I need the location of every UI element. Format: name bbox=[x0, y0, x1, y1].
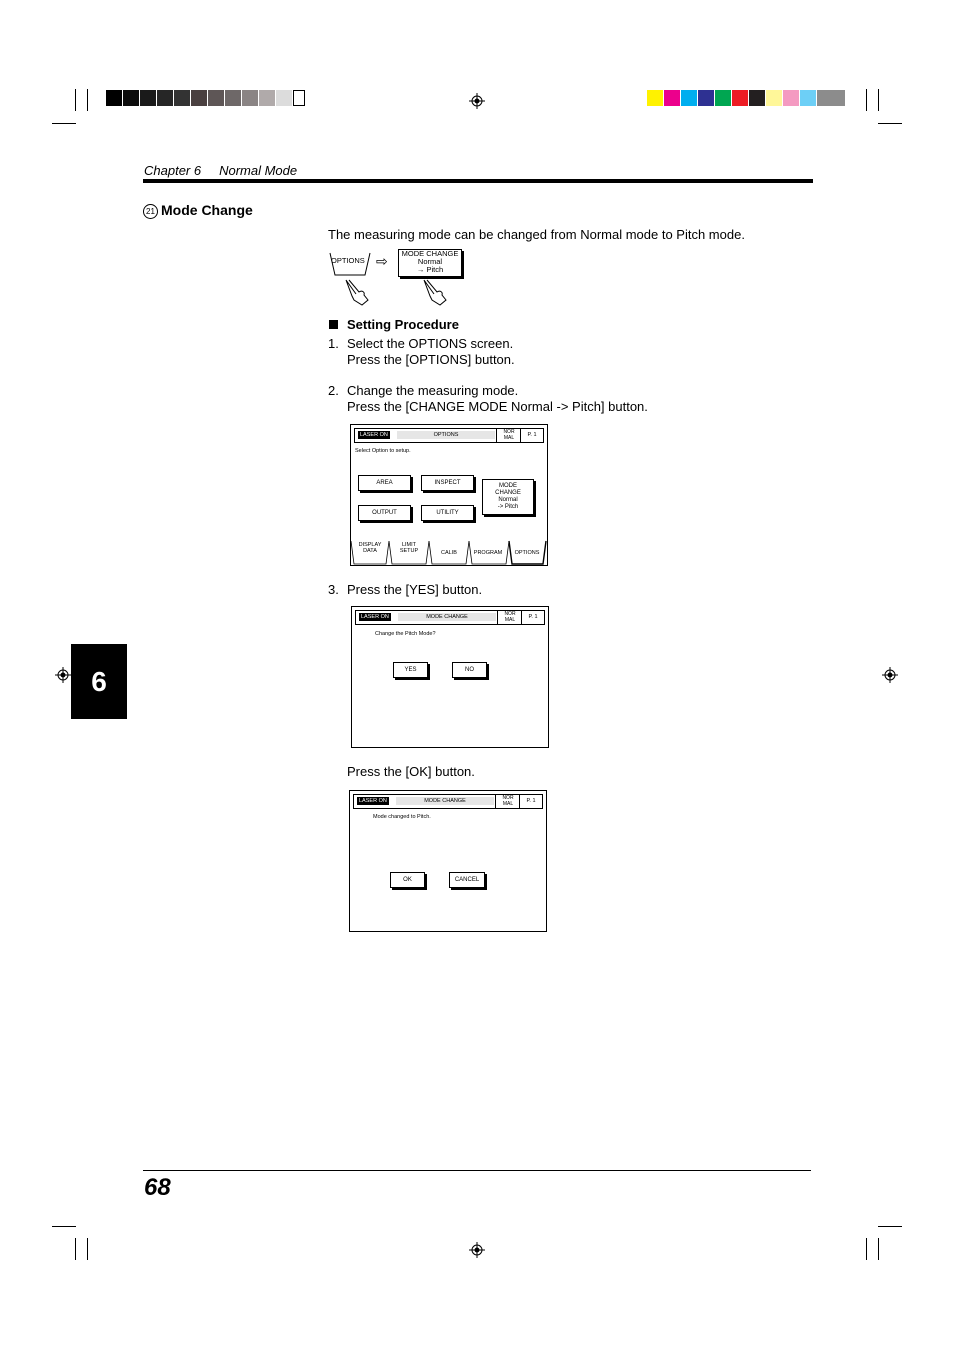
mode-indicator bbox=[496, 429, 521, 442]
mode-change-button-graphic bbox=[398, 249, 462, 277]
mode-change-label: Normal bbox=[498, 497, 518, 503]
laser-status-badge: LASER ON bbox=[360, 432, 388, 438]
no-button[interactable]: NO bbox=[452, 662, 487, 678]
tab-label: DATA bbox=[363, 548, 377, 554]
step-text: Press the [CHANGE MODE Normal -> Pitch] button. bbox=[347, 399, 648, 414]
step-number: 3. bbox=[328, 582, 339, 597]
laser-status-badge: LASER ON bbox=[359, 798, 387, 804]
mode-indicator bbox=[495, 795, 520, 808]
mode-change-line2: Normal bbox=[417, 257, 443, 266]
mode-indicator-line2: MAL bbox=[504, 617, 516, 623]
screen-title: MODE CHANGE bbox=[398, 613, 496, 621]
step-text: Press the [OK] button. bbox=[347, 764, 475, 779]
utility-button[interactable]: UTILITY bbox=[421, 505, 474, 521]
section-number: 21 bbox=[143, 204, 158, 219]
screen-title-bar bbox=[354, 428, 544, 443]
output-button[interactable]: OUTPUT bbox=[358, 505, 411, 521]
mode-change-label: CHANGE bbox=[495, 490, 521, 496]
registration-mark-icon bbox=[469, 93, 485, 109]
mode-change-line1: MODE CHANGE bbox=[401, 249, 459, 258]
tab-label: SETUP bbox=[399, 548, 419, 554]
mode-indicator-line2: MAL bbox=[503, 435, 515, 441]
yes-button[interactable]: YES bbox=[393, 662, 428, 678]
mode-indicator bbox=[497, 611, 522, 624]
header-rule bbox=[143, 179, 813, 183]
pointing-hand-icon bbox=[420, 278, 450, 306]
inspect-button[interactable]: INSPECT bbox=[421, 475, 474, 491]
tab-program[interactable]: PROGRAM bbox=[473, 550, 503, 556]
mode-changed-screen bbox=[349, 790, 547, 932]
step-number: 1. bbox=[328, 336, 339, 351]
tab-display-data[interactable] bbox=[353, 542, 387, 564]
chapter-side-tab: 6 bbox=[71, 644, 127, 719]
tab-limit-setup[interactable] bbox=[391, 542, 427, 564]
page-indicator: P. 1 bbox=[521, 611, 544, 624]
registration-mark-icon bbox=[469, 1242, 485, 1258]
mode-indicator-line1: NOR bbox=[504, 611, 516, 617]
mode-change-line3: → Pitch bbox=[416, 265, 444, 274]
mode-indicator-line1: NOR bbox=[502, 795, 514, 801]
screen-message: Change the Pitch Mode? bbox=[375, 631, 436, 637]
mode-indicator-line1: NOR bbox=[503, 429, 515, 435]
options-screen bbox=[350, 424, 548, 566]
section-title-text: Mode Change bbox=[161, 202, 253, 218]
step-text: Select the OPTIONS screen. bbox=[347, 336, 514, 351]
step-text: Change the measuring mode. bbox=[347, 383, 519, 398]
mode-change-label: MODE bbox=[499, 483, 517, 489]
tab-calib[interactable]: CALIB bbox=[441, 550, 457, 556]
tab-label: LIMIT bbox=[401, 542, 417, 548]
page-number: 68 bbox=[144, 1174, 171, 1201]
mode-indicator-line2: MAL bbox=[502, 801, 514, 807]
tab-label: DISPLAY bbox=[358, 542, 382, 548]
options-tab-label: OPTIONS bbox=[331, 256, 365, 265]
procedure-heading: Setting Procedure bbox=[347, 317, 459, 332]
area-button[interactable]: AREA bbox=[358, 475, 411, 491]
screen-message: Select Option to setup. bbox=[355, 448, 411, 454]
section-title bbox=[143, 202, 253, 219]
mode-change-label: -> Pitch bbox=[497, 504, 519, 510]
square-bullet-icon bbox=[329, 320, 338, 329]
pointing-hand-icon bbox=[342, 278, 372, 306]
screen-title: MODE CHANGE bbox=[396, 797, 494, 805]
page-indicator: P. 1 bbox=[520, 429, 543, 442]
mode-change-confirm-screen bbox=[351, 606, 549, 748]
laser-status-badge: LASER ON bbox=[361, 614, 389, 620]
screen-title-bar bbox=[353, 794, 543, 809]
step-text: Press the [OPTIONS] button. bbox=[347, 352, 515, 367]
page-indicator: P. 1 bbox=[519, 795, 542, 808]
screen-message: Mode changed to Pitch. bbox=[373, 814, 431, 820]
tab-options[interactable]: OPTIONS bbox=[514, 550, 540, 556]
footer-rule bbox=[143, 1170, 811, 1171]
screen-title-bar bbox=[355, 610, 545, 625]
ok-button[interactable]: OK bbox=[390, 872, 425, 888]
intro-text: The measuring mode can be changed from Normal mode to Pitch mode. bbox=[328, 227, 745, 242]
chapter-title: Normal Mode bbox=[219, 163, 298, 178]
running-header bbox=[144, 163, 315, 178]
registration-mark-icon bbox=[55, 667, 71, 683]
arrow-right-icon: ⇨ bbox=[376, 253, 388, 269]
screen-title: OPTIONS bbox=[397, 431, 495, 439]
mode-change-button[interactable] bbox=[482, 479, 534, 515]
chapter-number: Chapter 6 bbox=[144, 163, 202, 178]
cancel-button[interactable]: CANCEL bbox=[449, 872, 485, 888]
registration-mark-icon bbox=[882, 667, 898, 683]
step-number: 2. bbox=[328, 383, 339, 398]
step-text: Press the [YES] button. bbox=[347, 582, 483, 597]
